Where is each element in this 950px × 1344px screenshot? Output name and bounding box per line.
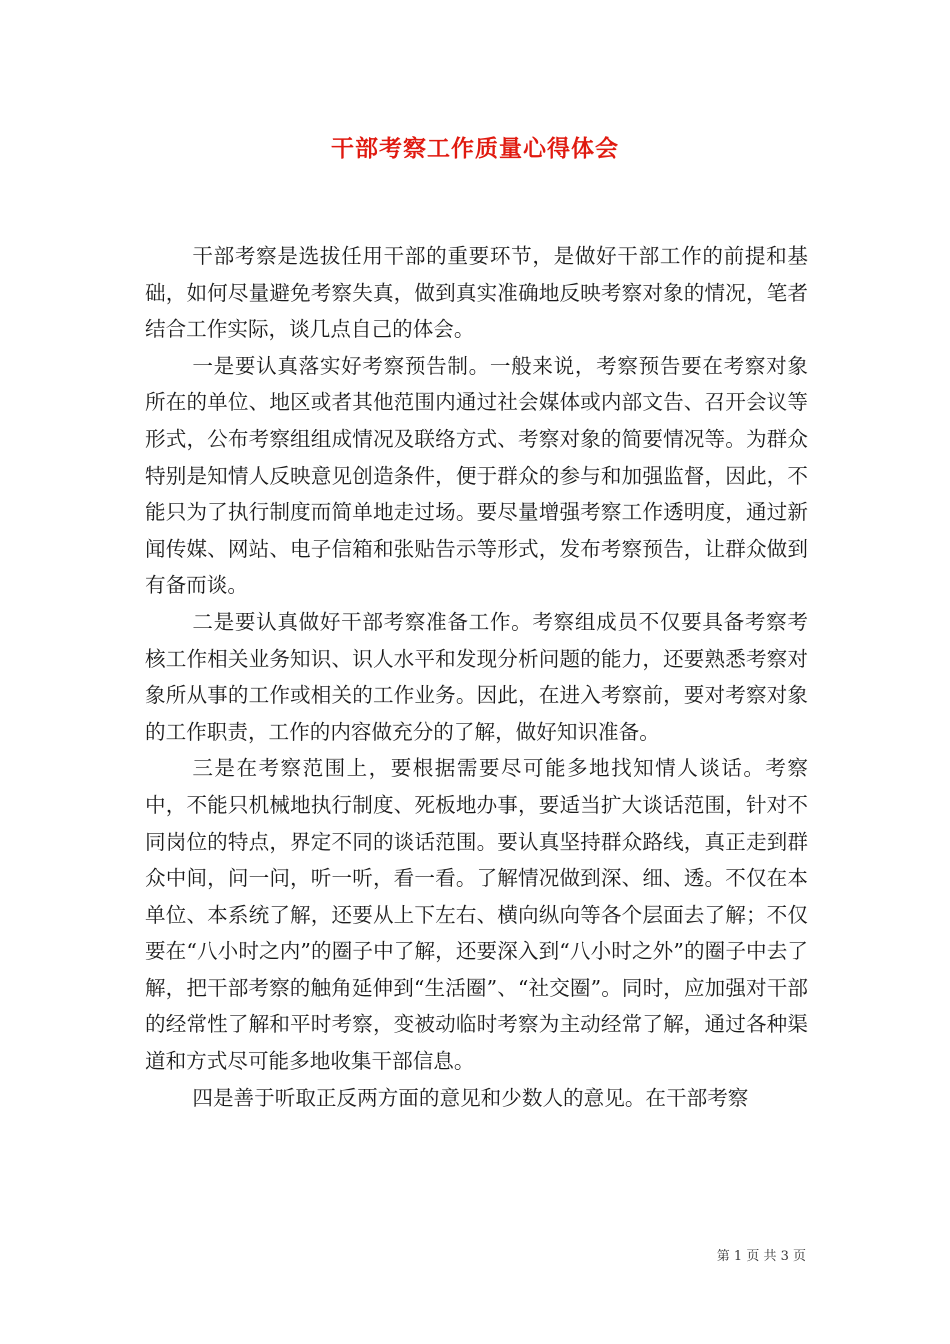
document-title: 干部考察工作质量心得体会 — [331, 135, 619, 162]
page-number: 第 1 页 共 3 页 — [716, 1249, 806, 1264]
paragraph-point-1: 一是要认真落实好考察预告制。一般来说，考察预告要在考察对象所在的单位、地区或者其他范围内通过社会媒体或内部文告、召开会议等形式，公布考察组组成情况及联络方式、考察对象的简要情况等。为群众特别是知情人反映意见创造条件，便于群众的参与和加强监督，因此，不能只为了执行制度而简单地走过场。要尽量增强考察工作透明度，通过新闻传媒、网站、电子信箱和张贴告示等形式，发布考察预告，让群众做到有备而谈。 — [145, 353, 808, 598]
paragraph-point-4: 四是善于听取正反两方面的意见和少数人的意见。在干部考察 — [192, 1085, 749, 1110]
paragraph-point-3: 三是在考察范围上，要根据需要尽可能多地找知情人谈话。考察中，不能只机械地执行制度、死板地办事，要适当扩大谈话范围，针对不同岗位的特点，界定不同的谈话范围。要认真坚持群众路线，真正走到群众中间，问一问，听一听，看一看。了解情况做到深、细、透。不仅在本单位、本系统了解，还要从上下左右、横向纵向等各个层面去了解；不仅要在“八小时之内”的圈子中了解，还要深入到“八小时之外”的圈子中去了解，把干部考察的触角延伸到“生活圈”、“社交圈”。同时，应加强对干部的经常性了解和平时考察，变被动临时考察为主动经常了解，通过各种渠道和方式尽可能多地收集干部信息。 — [145, 756, 808, 1074]
paragraph-intro: 干部考察是选拔任用干部的重要环节，是做好干部工作的前提和基础，如何尽量避免考察失真，做到真实准确地反映考察对象的情况，笔者结合工作实际，谈几点自己的体会。 — [145, 244, 808, 342]
paragraph-point-2: 二是要认真做好干部考察准备工作。考察组成员不仅要具备考察考核工作相关业务知识、识人水平和发现分析问题的能力，还要熟悉考察对象所从事的工作或相关的工作业务。因此，在进入考察前，要对考察对象的工作职责，工作的内容做充分的了解，做好知识准备。 — [145, 609, 808, 744]
document-body — [145, 238, 808, 1116]
